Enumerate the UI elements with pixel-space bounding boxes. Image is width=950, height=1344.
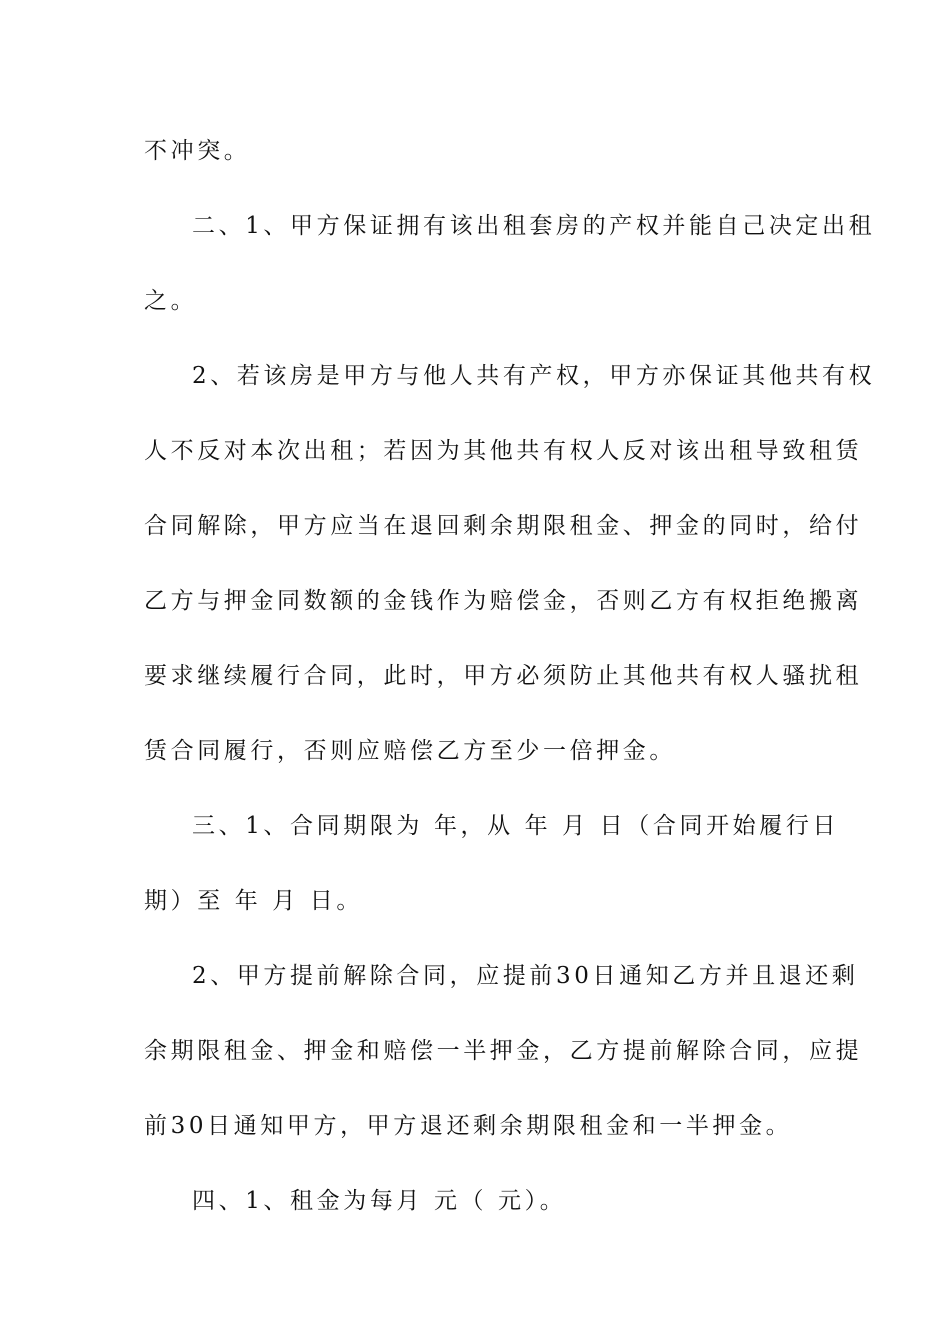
text-line: 乙方与押金同数额的金钱作为赔偿金，否则乙方有权拒绝搬离 [144,588,863,614]
text-line: 2、甲方提前解除合同，应提前30日通知乙方并且退还剩 [192,963,859,989]
text-line: 之。 [144,288,198,314]
text-line: 三、1、合同期限为 年，从 年 月 日（合同开始履行日 [192,813,840,839]
text-line: 期）至 年 月 日。 [144,888,363,914]
text-line: 不冲突。 [144,138,251,164]
text-line: 四、1、租金为每月 元（ 元）。 [192,1188,567,1214]
text-line: 2、若该房是甲方与他人共有产权，甲方亦保证其他共有权 [192,363,876,389]
text-line: 赁合同履行，否则应赔偿乙方至少一倍押金。 [144,738,676,764]
text-line: 合同解除，甲方应当在退回剩余期限租金、押金的同时，给付 [144,513,863,539]
text-line: 前30日通知甲方，甲方退还剩余期限租金和一半押金。 [144,1113,793,1139]
text-line: 二、1、甲方保证拥有该出租套房的产权并能自己决定出租 [192,213,876,239]
text-line: 余期限租金、押金和赔偿一半押金，乙方提前解除合同，应提 [144,1038,863,1064]
text-line: 人不反对本次出租；若因为其他共有权人反对该出租导致租赁 [144,438,863,464]
text-line: 要求继续履行合同，此时，甲方必须防止其他共有权人骚扰租 [144,663,863,689]
